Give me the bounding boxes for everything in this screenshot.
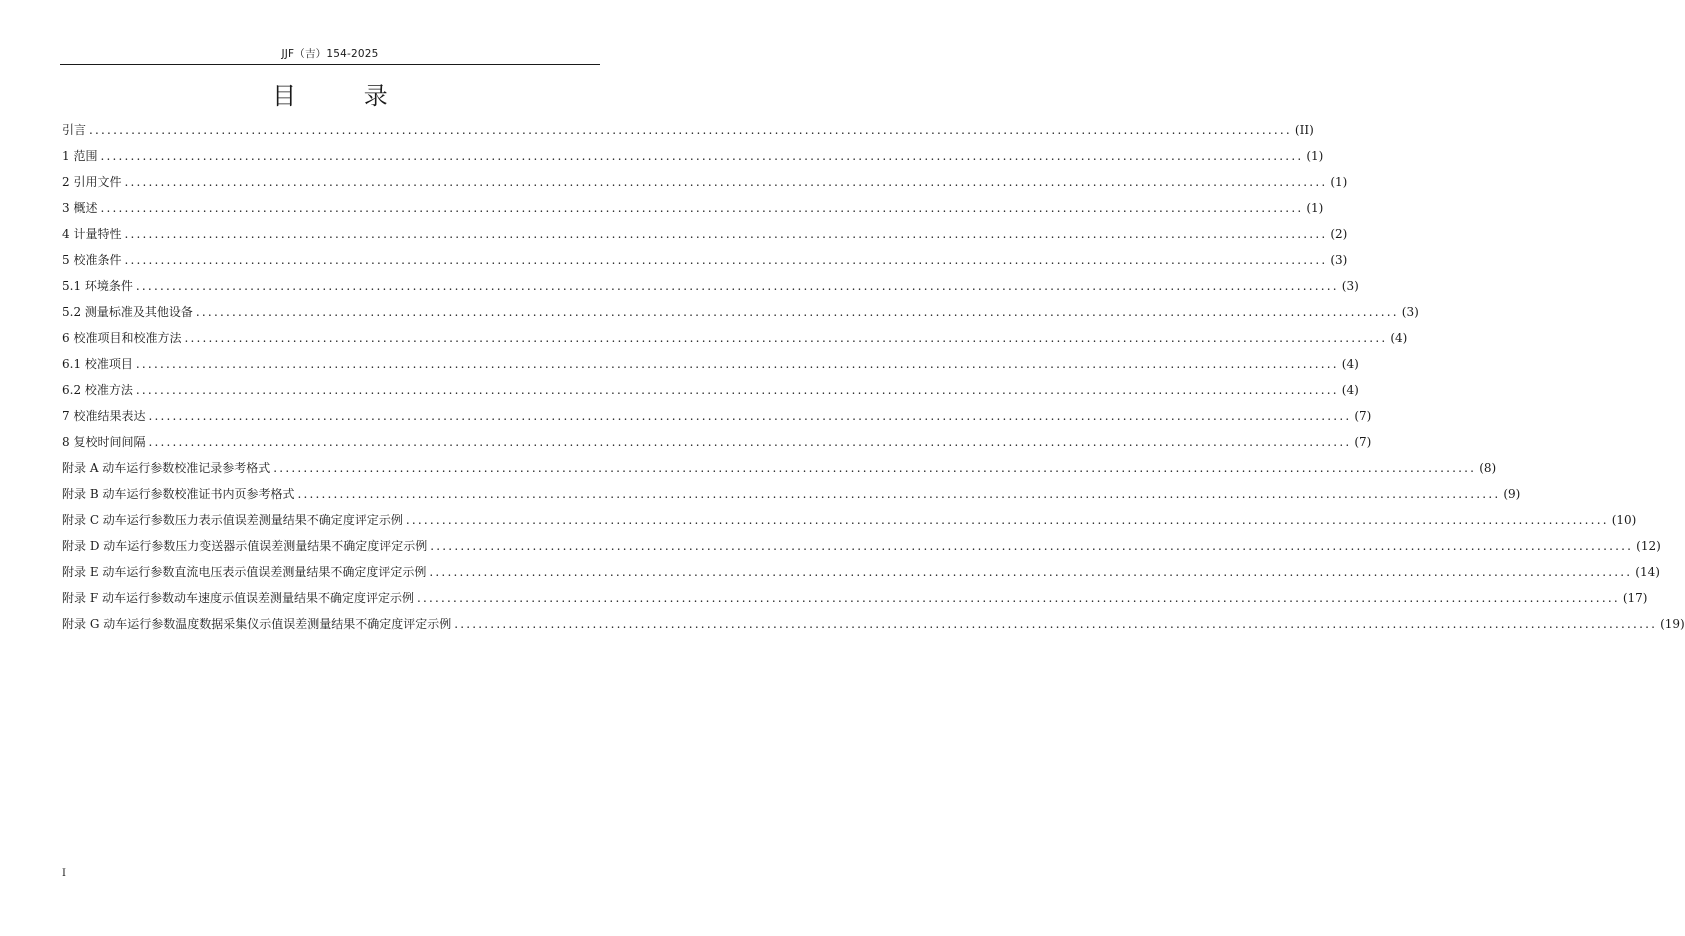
toc-leader-dots: ........................................................................................................................................................................................................ xyxy=(100,149,1304,163)
toc-entry-label: 附录 D 动车运行参数压力变送器示值误差测量结果不确定度评定示例 xyxy=(62,539,428,553)
toc-entry[interactable] xyxy=(62,510,1637,536)
toc-entry[interactable] xyxy=(62,120,1314,146)
toc-leader-dots: ........................................................................................................................................................................................................ xyxy=(135,357,1339,371)
toc-entry-label: 引言 xyxy=(62,123,87,137)
toc-leader-dots: ........................................................................................................................................................................................................ xyxy=(124,175,1328,189)
toc-entry-page: (14) xyxy=(1635,565,1660,579)
toc-entry-label: 6.1 校准项目 xyxy=(62,357,133,371)
toc-entry-label: 7 校准结果表达 xyxy=(62,409,146,423)
toc-entry-label: 5.1 环境条件 xyxy=(62,279,133,293)
toc-entry[interactable] xyxy=(62,354,1359,380)
toc-entry-page: (17) xyxy=(1622,591,1648,605)
toc-leader-dots: ........................................................................................................................................................................................................ xyxy=(297,487,1501,501)
toc-entry[interactable] xyxy=(62,276,1359,302)
toc-entry[interactable] xyxy=(62,146,1324,172)
toc-entry[interactable] xyxy=(62,302,1419,328)
toc-leader-dots: ........................................................................................................................................................................................................ xyxy=(195,305,1399,319)
page-number: I xyxy=(62,868,66,879)
toc-entry-page: (II) xyxy=(1294,123,1314,137)
toc-entry-page: (9) xyxy=(1503,487,1521,501)
toc-entry-label: 附录 G 动车运行参数温度数据采集仪示值误差测量结果不确定度评定示例 xyxy=(62,617,452,631)
toc-entry-page: (8) xyxy=(1479,461,1497,475)
toc-entry-page: (19) xyxy=(1660,617,1685,631)
toc-entry-page: (2) xyxy=(1330,227,1348,241)
toc-entry-label: 附录 E 动车运行参数直流电压表示值误差测量结果不确定度评定示例 xyxy=(62,565,427,579)
toc-entry[interactable] xyxy=(62,198,1324,224)
toc-entry-page: (3) xyxy=(1401,305,1419,319)
toc-entry-label: 5.2 测量标准及其他设备 xyxy=(62,305,193,319)
toc-entry[interactable] xyxy=(62,484,1521,510)
toc-entry-label: 附录 B 动车运行参数校准证书内页参考格式 xyxy=(62,487,295,501)
toc-leader-dots: ........................................................................................................................................................................................................ xyxy=(454,617,1658,631)
toc-leader-dots: ........................................................................................................................................................................................................ xyxy=(89,123,1292,137)
toc-entry[interactable] xyxy=(62,588,1648,614)
toc-leader-dots: ........................................................................................................................................................................................................ xyxy=(148,409,1352,423)
document-header: JJF（吉）154-2025 xyxy=(281,48,379,60)
toc-entry[interactable] xyxy=(62,224,1348,250)
toc-entry[interactable] xyxy=(62,406,1372,432)
toc-entry[interactable] xyxy=(62,250,1348,276)
toc-entry-label: 附录 F 动车运行参数动车速度示值误差测量结果不确定度评定示例 xyxy=(62,591,414,605)
toc-entry-page: (7) xyxy=(1354,409,1372,423)
toc-leader-dots: ........................................................................................................................................................................................................ xyxy=(124,253,1328,267)
toc-entry-page: (4) xyxy=(1341,383,1359,397)
toc-entry-label: 附录 A 动车运行参数校准记录参考格式 xyxy=(62,461,271,475)
toc-leader-dots: ........................................................................................................................................................................................................ xyxy=(124,227,1328,241)
toc-leader-dots: ........................................................................................................................................................................................................ xyxy=(416,591,1620,605)
toc-leader-dots: ........................................................................................................................................................................................................ xyxy=(135,383,1339,397)
toc-entry[interactable] xyxy=(62,432,1372,458)
toc-entry-page: (3) xyxy=(1330,253,1348,267)
toc-entry-label: 5 校准条件 xyxy=(62,253,122,267)
toc-entry[interactable] xyxy=(62,172,1348,198)
toc-leader-dots: ........................................................................................................................................................................................................ xyxy=(184,331,1388,345)
toc-entry-page: (10) xyxy=(1611,513,1637,527)
toc-entry[interactable] xyxy=(62,380,1359,406)
toc-entry-label: 2 引用文件 xyxy=(62,175,122,189)
toc-entry-label: 4 计量特性 xyxy=(62,227,122,241)
toc-entry-page: (3) xyxy=(1341,279,1359,293)
toc-entry-label: 6 校准项目和校准方法 xyxy=(62,331,182,345)
toc-entry-page: (1) xyxy=(1306,201,1324,215)
toc-entry-page: (12) xyxy=(1636,539,1661,553)
toc-entry-label: 3 概述 xyxy=(62,201,98,215)
toc-entry[interactable] xyxy=(62,458,1497,484)
toc-entry-page: (7) xyxy=(1354,435,1372,449)
toc-leader-dots: ........................................................................................................................................................................................................ xyxy=(430,539,1634,553)
toc-entry-label: 6.2 校准方法 xyxy=(62,383,133,397)
toc-entry-page: (1) xyxy=(1306,149,1324,163)
table-of-contents xyxy=(62,120,1685,640)
toc-leader-dots: ........................................................................................................................................................................................................ xyxy=(135,279,1339,293)
toc-entry-label: 1 范围 xyxy=(62,149,98,163)
header-divider xyxy=(60,64,600,65)
toc-leader-dots: ........................................................................................................................................................................................................ xyxy=(148,435,1352,449)
toc-entry-label: 8 复校时间间隔 xyxy=(62,435,146,449)
toc-entry-label: 附录 C 动车运行参数压力表示值误差测量结果不确定度评定示例 xyxy=(62,513,403,527)
toc-entry[interactable] xyxy=(62,536,1661,562)
toc-leader-dots: ........................................................................................................................................................................................................ xyxy=(405,513,1609,527)
toc-entry[interactable] xyxy=(62,328,1408,354)
toc-entry-page: (1) xyxy=(1330,175,1348,189)
toc-entry-page: (4) xyxy=(1341,357,1359,371)
toc-entry[interactable] xyxy=(62,614,1685,640)
toc-leader-dots: ........................................................................................................................................................................................................ xyxy=(273,461,1477,475)
toc-entry-page: (4) xyxy=(1390,331,1408,345)
toc-leader-dots: ........................................................................................................................................................................................................ xyxy=(429,565,1633,579)
toc-entry[interactable] xyxy=(62,562,1660,588)
page-title: 目 录 xyxy=(272,82,418,110)
toc-leader-dots: ........................................................................................................................................................................................................ xyxy=(100,201,1304,215)
